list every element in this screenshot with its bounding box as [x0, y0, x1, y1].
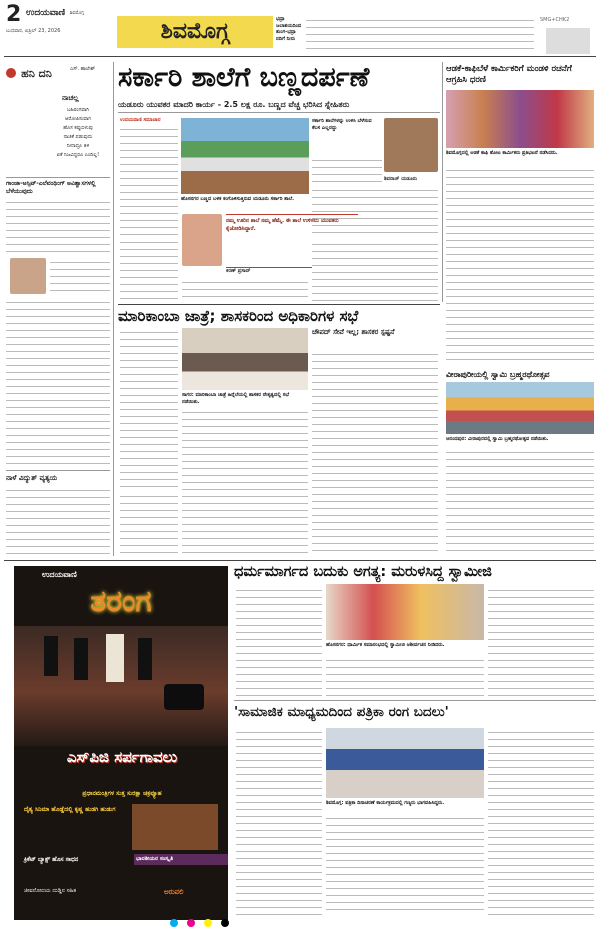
- taranga-ad[interactable]: [14, 566, 228, 920]
- guard-figure-2: [74, 638, 88, 680]
- header-text-block: [306, 16, 534, 54]
- poem-lines: ಬಹಿರಂಗವಾಗಿ ಆರೋಪಿಸುವಾಗ ಹೊಸ ಕಪ್ಪುಬಿಳುಪು ನಾಚಿಕೆ ಪಡುವುದು ನೀನಾದ್ರೂ ತಿಳಿ ಏಕೆ ನಿಜವಿದ್ದರೂ ಎಂದಿಲ್ಲ!: [56, 107, 100, 158]
- ad-item2: ಭಾರತೀಯರ ಸಂಸ್ಕೃತಿ: [134, 854, 228, 865]
- page-number: 2: [6, 2, 22, 27]
- brand-dot-icon: [6, 68, 16, 78]
- lead-kicker: ಉದಯವಾಣಿ ಸಮಾಚಾರ: [120, 117, 161, 123]
- lower-headline2: 'ಸಾಮಾಜಿಕ ಮಾಧ್ಯಮದಿಂದ ಪತ್ರಿಕಾ ರಂಗ ಬದಲು': [234, 704, 449, 720]
- meeting-photo: [182, 328, 308, 390]
- ad-top-label: ಉದಯವಾಣಿ: [42, 570, 77, 579]
- protest-text: [446, 166, 594, 366]
- car-figure: [164, 684, 204, 710]
- lead-headline: ಸರ್ಕಾರಿ ಶಾಲೆಗೆ ಬಣ್ಣದರ್ಪಣೆ: [118, 62, 370, 93]
- quote-person-photo: [182, 214, 222, 266]
- lower2-text-col1: [236, 728, 322, 916]
- guard-figure-1: [44, 636, 58, 676]
- quote2-name: ಶಿವರಾಜ್ ಯಡೂರು: [384, 176, 418, 182]
- quote2-block: ಸರ್ಕಾರಿ ಶಾಲೆಗಳನ್ನು ಉಳಿಸಿ ಬೆಳೆಸುವ ಕೆಲಸ ಎಲ್ಲರದ್ದು: [312, 118, 372, 131]
- press-caption: ಶಿವಮೊಗ್ಗ: ಪತ್ರಿಕಾ ದಿನಾಚರಣೆ ಕಾರ್ಯಕ್ರಮದಲ್ಲಿ ಗಣ್ಯರು ಭಾಗವಹಿಸಿದ್ದರು.: [326, 800, 445, 806]
- lead-text-col1: [120, 125, 178, 235]
- mid-side-text: [312, 350, 438, 556]
- lower-text-col2: [326, 656, 484, 696]
- school-photo-caption: ಹೊಸನಗರ ಬಣ್ಣದ ಬಳಿಕ ಕಂಗೊಳಿಸುತ್ತಿರುವ ಯಡೂರು ಸರ್ಕಾರಿ ಶಾಲೆ.: [181, 196, 295, 202]
- press-photo: [326, 728, 484, 798]
- lower2-text-col2: [326, 814, 484, 916]
- lead-text-col2: [182, 278, 308, 302]
- paper-name: ಉದಯವಾಣಿ: [26, 8, 66, 18]
- lead-text-col3: [312, 240, 438, 302]
- swamiji-photo: [326, 584, 484, 640]
- story2-headline: ನಾಳೆ ವಿದ್ಯುತ್ ವ್ಯತ್ಯಯ: [6, 474, 58, 482]
- lead-quote-name: ಕಿರಣ್ ಪ್ರಸಾದ್: [226, 268, 251, 274]
- swamiji-caption: ಹೊಸನಗರ: ಧಾರ್ಮಿಕ ಸಮಾರಂಭದಲ್ಲಿ ಸ್ವಾಮೀಜಿ ಆಶೀರ್ವಚನ ನೀಡಿದರು.: [326, 642, 445, 648]
- lead-subhead: ಯಡೂರು ಯುವಕರ ಮಾದರಿ ಕಾರ್ಯ - 2.5 ಲಕ್ಷ ರೂ. ಬಣ್ಣದ ವೆಚ್ಚ ಭರಿಸಿದ ಸ್ನೇಹಿತರು: [118, 100, 350, 109]
- city-banner-box: [117, 16, 273, 48]
- edition-tag: ಶಿವಮೊಗ್ಗ: [70, 11, 84, 16]
- mid-text-col2: [182, 408, 308, 558]
- top-right-code: SMG+CHK2: [540, 17, 570, 23]
- ad-item3: ಕ್ರಿಕೆಟ್ ಬ್ಯಾಕ್ಟ್ ಹೊಸ ಸಾಧನ: [24, 856, 79, 863]
- header-rule: [4, 56, 596, 57]
- mid-side-headline: ಚೌಪದ್ ಸೇವೆ ಇಲ್ಲ; ಶಾಸಕರ ಸ್ಪಷ್ಟನೆ: [312, 328, 395, 336]
- ad-title: ತರಂಗ: [90, 584, 152, 619]
- story2-text: [6, 486, 110, 556]
- ad-item1-image: [132, 804, 218, 850]
- story1-text: [6, 198, 110, 256]
- date-line: ಬುಧವಾರ, ಏಪ್ರಿಲ್ 23, 2026: [6, 28, 61, 34]
- story1-headline: ಗಾಂಜಾ-ಅಸ್ಸಿಟ್-ಎಲೆವಂಥಿಂಗ್ ಅವಿಶ್ವಾಸಗಳಲ್ಲಿ ಬೆಳೆಯುವುದು: [6, 180, 96, 195]
- mid-text-col1: [120, 328, 178, 488]
- protest-caption: ಶಿವಮೊಗ್ಗದಲ್ಲಿ ಅಡಕೆ ಕಾಫಿ ತೋಟ ಕಾರ್ಮಿಕರು ಪ್ರತಿಭಟನೆ ನಡೆಸಿದರು.: [446, 150, 558, 156]
- lead-text-col1b: [120, 238, 178, 302]
- header-thumbnail: [546, 28, 590, 54]
- leader-figure: [106, 634, 124, 682]
- right-mid-headline: ವೀರಾಪುರೀಯಲ್ಲಿ ಸ್ವಾಮಿ ಬ್ರಹ್ಮರಥೋತ್ಸವ: [446, 370, 550, 379]
- festival-text: [446, 448, 594, 556]
- mid-headline: ಮಾರಿಕಾಂಬಾ ಜಾತ್ರೆ; ಶಾಸಕರಿಂದ ಅಧಿಕಾರಿಗಳ ಸಭೆ: [118, 307, 359, 325]
- story1-text-3: [6, 298, 110, 468]
- guard-figure-3: [138, 638, 152, 680]
- story1-text-2: [50, 258, 110, 296]
- lead-quote-box: ನಮ್ಮ ಊರಿನ ಶಾಲೆ ನಮ್ಮ ಹೆಮ್ಮೆ. ಈ ಶಾಲೆ ಉಳಿಸಲು ಯುವಕರು ಕೈಜೋಡಿಸಿದ್ದಾರೆ.: [226, 214, 358, 268]
- quote2-photo: [384, 118, 438, 172]
- festival-photo: [446, 382, 594, 434]
- ad-tagline: ಎಸ್‌ಪಿಜಿ ಸರ್ಪಗಾವಲು: [66, 748, 178, 766]
- school-photo: [181, 118, 309, 194]
- lower-text-col3: [488, 586, 594, 696]
- quote2-body: [312, 156, 382, 190]
- right-top-headline: ಆಡಕೆ-ಕಾಫಿಬೆಳೆ ಕಾರ್ಮಿಕರಿಗೆ ಮಂಡಳಿ ರಚನೆಗೆ ಆಗ್ರಹಿಸಿ ಧರಣಿ: [446, 64, 572, 85]
- reporter-photo: [10, 258, 46, 294]
- ad-item5: ಅರುವಲಿ: [164, 888, 184, 896]
- ad-item4: ಜೀವನೋದಯ ದುಡ್ಡಿನ ಸಹಿತ: [24, 888, 77, 894]
- side-note: ಭದ್ರಾ ಜಲಾಶಯದಿಂದ ತುಂಗ-ಭದ್ರಾ ನದಿಗೆ ನೀರು: [276, 16, 302, 42]
- meeting-caption: ಸಾಗರ: ಮಾರಿಕಾಂಬಾ ಜಾತ್ರೆ ಹಿನ್ನೆಲೆಯಲ್ಲಿ ಶಾಸಕರ ನೇತೃತ್ವದಲ್ಲಿ ಸಭೆ ನಡೆಯಿತು.: [182, 392, 290, 405]
- ad-item1: ದೈತ್ಯ ಸಿನಿಮಾ ಹೊಡ್ಡೆದಲ್ಲಿ ಕೃಷ್ಣ ಹುಡಗಿ ಹುಡುಗ: [24, 806, 116, 813]
- city-banner: ಶಿವಮೊಗ್ಗ: [160, 19, 230, 44]
- print-registration-marks: [170, 912, 430, 920]
- mid-text-col1b: [120, 492, 178, 556]
- hani-dani-brand: ಹನಿ ದನಿ: [6, 62, 52, 81]
- brand-byline: ಎಸ್. ಹಾಲೇಶ್: [70, 66, 96, 72]
- ad-sub: ಪ್ರಧಾನಮಂತ್ರಿಗಳ ಸುತ್ತ ಸುರಕ್ಷಾ ಚಕ್ರವ್ಯೂಹ: [82, 790, 162, 797]
- poem-title: ನಾಚಲ್ಲ: [62, 94, 79, 102]
- protest-photo: [446, 90, 594, 148]
- lower-text-col1: [236, 586, 322, 696]
- lower2-text-col3: [488, 728, 594, 916]
- festival-caption: ಆನಂದಪುರ: ವೀರಾಪುರದಲ್ಲಿ ಸ್ವಾಮಿ ಬ್ರಹ್ಮರಥೋತ್ಸವ ನಡೆಯಿತು.: [446, 436, 549, 442]
- lower-headline: ಧರ್ಮಮಾರ್ಗದ ಬದುಕು ಅಗತ್ಯ: ಮರುಳಸಿದ್ದ ಸ್ವಾಮೀಜಿ: [234, 564, 492, 580]
